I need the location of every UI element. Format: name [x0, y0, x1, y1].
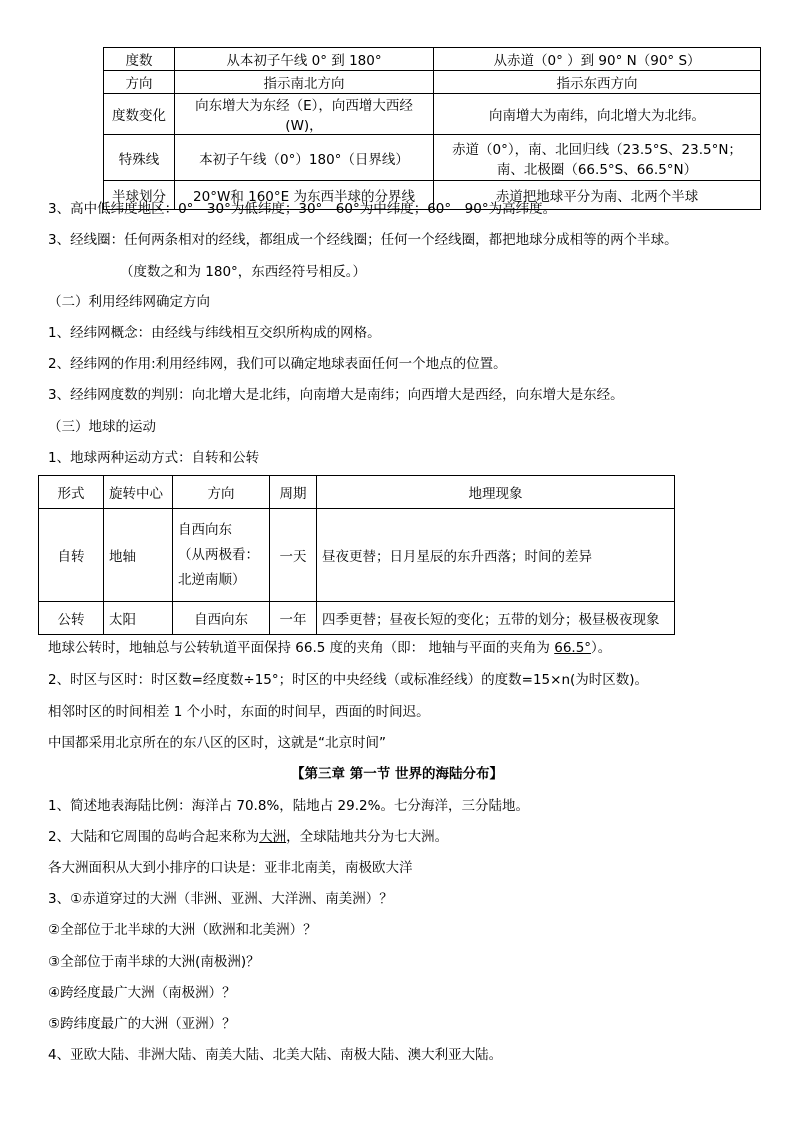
column-header: 旋转中心 [104, 476, 173, 509]
section-heading: （三）地球的运动 [48, 419, 156, 435]
lat-long-comparison-table [103, 47, 761, 210]
underlined-term: 大洲 [259, 829, 287, 845]
text-line: 中国都采用北京所在的东八区的区时，这就是“北京时间” [48, 735, 386, 751]
chapter-title: 【第三章 第一节 世界的海陆分布】 [291, 766, 503, 782]
table-header-row [39, 476, 675, 509]
column-header: 地理现象 [317, 476, 675, 509]
text-line: 3、经纬网度数的判别：向北增大是北纬，向南增大是南纬；向西增大是西经，向东增大是东经。 [48, 387, 624, 403]
underlined-value: 66.5° [554, 640, 592, 656]
longitude-cell: 本初子午线（0°）180°（日界线） [175, 135, 434, 181]
text-fragment: 地球公转时，地轴总与公转轨道平面保持 66.5 度的夹角（即： 地轴与平面的夹角为 [48, 640, 555, 656]
direction-line: 自西向东 [178, 521, 232, 538]
table-row [104, 135, 761, 181]
row-label: 度数变化 [104, 94, 175, 135]
text-line: 2、时区与区时：时区数=经度数÷15°；时区的中央经线（或标准经线）的度数=15×n(为时区数)。 [48, 672, 649, 688]
row-label: 半球划分 [104, 181, 175, 210]
latitude-cell: 指示东西方向 [434, 71, 761, 94]
text-line: 1、经纬网概念：由经线与纬线相互交织所构成的网格。 [48, 325, 381, 341]
text-line: ④跨经度最广大洲（南极洲）？ [48, 985, 236, 1001]
text-line [48, 638, 611, 658]
section-heading: （二）利用经纬网确定方向 [48, 294, 210, 310]
latitude-cell-line: 南、北极圈（66.5°S、66.5°N） [496, 161, 698, 178]
form-cell: 自转 [39, 509, 104, 602]
row-label: 方向 [104, 71, 175, 94]
longitude-cell: 向东增大为东经（E），向西增大西经(W)， [175, 94, 434, 135]
direction-cell: 自西向东 [173, 602, 270, 635]
row-label: 度数 [104, 48, 175, 71]
latitude-cell: 从赤道（0° ）到 90° N（90° S） [434, 48, 761, 71]
text-line [48, 827, 448, 847]
text-fragment: 2、大陆和它周围的岛屿合起来称为 [48, 829, 260, 845]
text-line: 2、经纬网的作用:利用经纬网，我们可以确定地球表面任何一个地点的位置。 [48, 356, 507, 372]
period-cell: 一年 [270, 602, 317, 635]
text-line: ③全部位于南半球的大洲(南极洲)？ [48, 954, 260, 970]
column-header: 形式 [39, 476, 104, 509]
table-row [104, 71, 761, 94]
latitude-cell-line: 赤道（0°），南、北回归线（23.5°S、23.5°N； [452, 141, 742, 158]
longitude-cell: 从本初子午线 0° 到 180° [175, 48, 434, 71]
phenomena-cell: 四季更替；昼夜长短的变化；五带的划分；极昼极夜现象 [317, 602, 675, 635]
row-label: 特殊线 [104, 135, 175, 181]
table-row [39, 602, 675, 635]
column-header: 方向 [173, 476, 270, 509]
text-fragment: ，全球陆地共分为七大洲。 [286, 829, 449, 845]
text-line: ②全部位于北半球的大洲（欧洲和北美洲）？ [48, 922, 317, 938]
period-cell: 一天 [270, 509, 317, 602]
center-cell: 太阳 [104, 602, 173, 635]
earth-motion-table [38, 475, 675, 635]
longitude-cell: 指示南北方向 [175, 71, 434, 94]
text-line: 各大洲面积从大到小排序的口诀是：亚非北南美，南极欧大洋 [48, 860, 413, 876]
text-line: （度数之和为 180°，东西经符号相反。） [120, 264, 367, 280]
direction-line: （从两极看： [178, 546, 259, 563]
latitude-cell [434, 135, 761, 181]
text-fragment: ）。 [591, 640, 612, 656]
table-row [39, 509, 675, 602]
text-line: 相邻时区的时间相差 1 个小时，东面的时间早，西面的时间迟。 [48, 704, 430, 720]
form-cell: 公转 [39, 602, 104, 635]
text-line: 3、高中低纬度地区：0°—30°为低纬度；30°—60°为中纬度；60°—90°为高纬度。 [48, 201, 557, 217]
text-line: 3、①赤道穿过的大洲（非洲、亚洲、大洋洲、南美洲）？ [48, 891, 393, 907]
direction-cell [173, 509, 270, 602]
center-cell: 地轴 [104, 509, 173, 602]
latitude-cell: 赤道把地球平分为南、北两个半球 [434, 181, 761, 210]
phenomena-cell: 昼夜更替；日月星辰的东升西落；时间的差异 [317, 509, 675, 602]
column-header: 周期 [270, 476, 317, 509]
direction-line: 北逆南顺） [178, 571, 246, 588]
text-line: 1、简述地表海陆比例：海洋占 70.8%，陆地占 29.2%。七分海洋，三分陆地。 [48, 798, 529, 814]
table-row [104, 48, 761, 71]
text-line: 4、亚欧大陆、非洲大陆、南美大陆、北美大陆、南极大陆、澳大利亚大陆。 [48, 1047, 503, 1063]
text-line: ⑤跨纬度最广的大洲（亚洲）？ [48, 1016, 236, 1032]
text-line: 1、地球两种运动方式：自转和公转 [48, 450, 260, 466]
text-line: 3、经线圈：任何两条相对的经线，都组成一个经线圈；任何一个经线圈，都把地球分成相等的两个半球。 [48, 232, 678, 248]
latitude-cell: 向南增大为南纬，向北增大为北纬。 [434, 94, 761, 135]
table-row [104, 94, 761, 135]
longitude-cell: 20°W和 160°E 为东西半球的分界线 [175, 181, 434, 210]
